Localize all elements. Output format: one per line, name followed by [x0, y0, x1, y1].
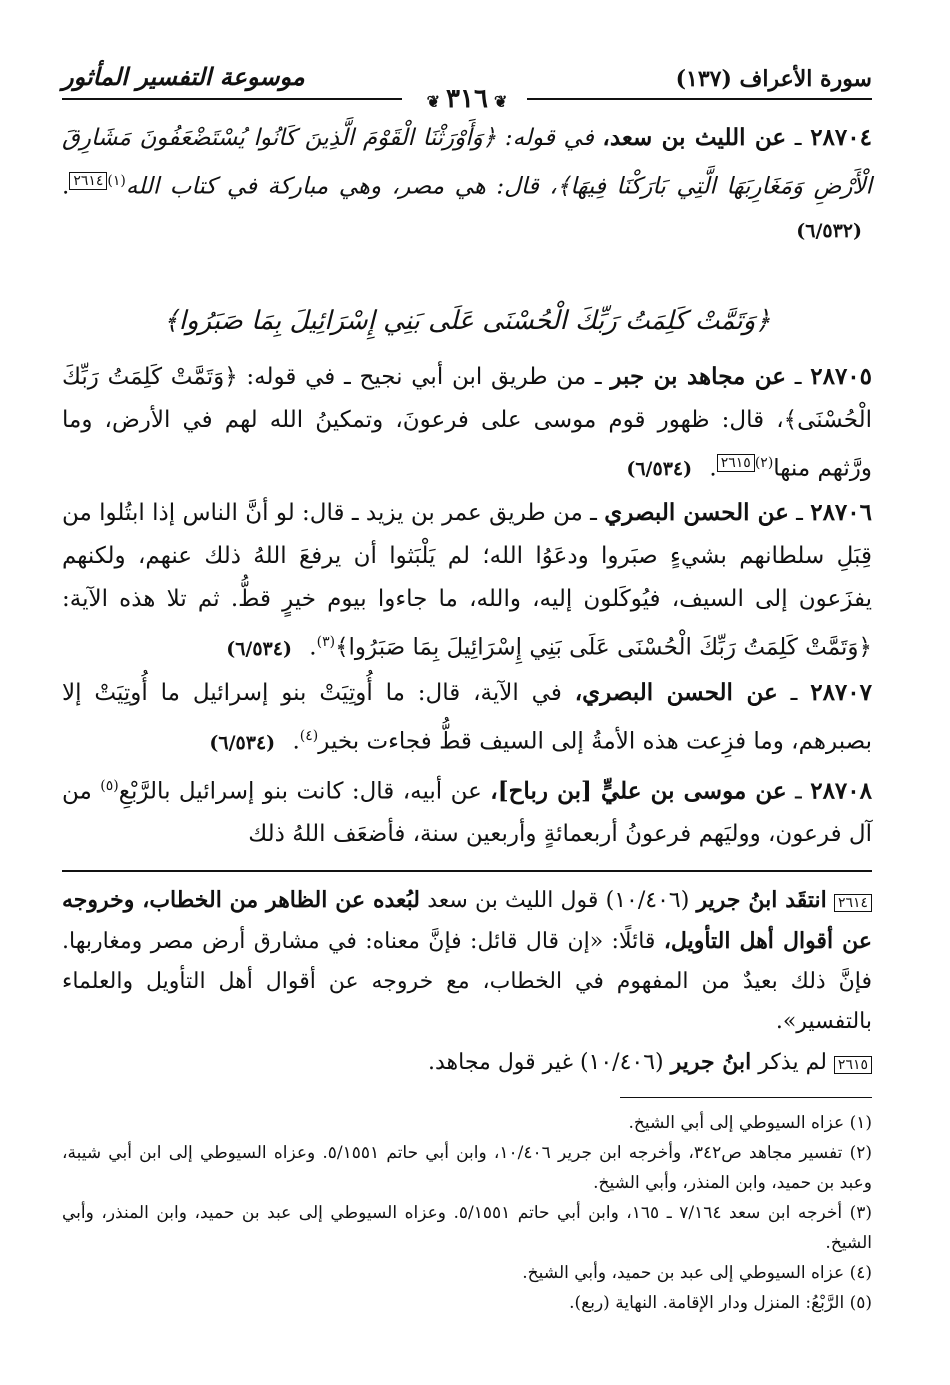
footnotes-separator: [620, 1097, 872, 1099]
note-ref-box: ٢٦١٤: [69, 172, 107, 190]
footnote-ref: (١): [107, 173, 126, 189]
narration-entry: ٢٨٧٠٨ ـ عن موسى بن عليٍّ [بن رباح]، عن أبيه، قال: كانت بنو إسرائيل بالرَّبْعِ$^{(٥)}$ من آل فرعون، ووليَهم فرعونُ أربعمائةٍ وأربعين سنة، فأضعَف اللهُ ذلك: [62, 777, 872, 848]
entry-tail: .: [292, 728, 300, 755]
entry-tail: .: [709, 455, 717, 482]
narration-entry: ٢٨٧٠٤ ـ عن الليث بن سعد، في قوله: ﴿وَأَوْرَثْنَا الْقَوْمَ الَّذِينَ كَانُوا يُسْتَضْعَفُونَ مَشَارِقَ الْأَرْضِ وَمَغَارِبَهَا الَّتِي بَارَكْنَا فِيهَا﴾، قال: هي مصر، وهي مباركة في كتاب الله$^{(١)٢٦١٤}$. (٦/٥٣٢): [62, 124, 872, 242]
footnote-ref: (٥): [100, 777, 119, 794]
narrator-name: عن موسى بن عليٍّ [بن رباح]،: [490, 777, 787, 805]
note-rest: قائلًا: «إن قال قائل: فإنَّ معناه: في مشارق أرض مصر ومغاربها. فإنَّ ذلك بعيدٌ من المفهوم في الخطاب، مع خروجه عن أقوال أهل التأويل والعلماء بالتفسير».: [62, 928, 872, 1034]
footnote-ref: (٤): [299, 727, 319, 744]
note-lead: لم يذكر: [758, 1049, 827, 1075]
entry-text: في الآية، قال: ما أُوتِيَتْ بنو إسرائيل ما أُوتِيَتْ إلا بصبرهم، وما فزِعت هذه الأمةُ إلى السيف قطُّ فجاءت بخير: [62, 679, 872, 755]
note-lead: انتقَد ابنُ جرير: [696, 886, 827, 913]
note-number-box: ٢٦١٥: [834, 1056, 872, 1074]
footnote-ref: (٣): [316, 634, 336, 651]
surah-title: سورة الأعراف (١٣٧): [675, 66, 872, 92]
page-number: [62, 84, 872, 114]
document-page: [62, 60, 872, 1318]
note-bold: لبُعده عن الظاهر من الخطاب، وخروجه عن أقوال أهل التأويل،: [62, 886, 872, 954]
entry-text: في قوله: ﴿وَأَوْرَثْنَا الْقَوْمَ الَّذِينَ كَانُوا يُسْتَضْعَفُونَ مَشَارِقَ الْأَرْضِ وَمَغَارِبَهَا الَّتِي بَارَكْنَا فِيهَا﴾، قال: هي مصر، وهي مباركة في كتاب الله: [62, 125, 872, 200]
source-ref: (٦/٥٣٢): [796, 219, 862, 242]
footnote: (٥) الرَّبْعُ: المنزل ودار الإقامة. النهاية (ربع).: [569, 1293, 872, 1314]
page-header: [62, 60, 872, 116]
note-mid: ابنُ جرير: [670, 1048, 752, 1075]
entry-number: ٢٨٧٠٥: [810, 362, 873, 390]
footnote: (٣) أخرجه ابن سعد ٧/١٦٤ ـ ١٦٥، وابن أبي حاتم ٥/١٥٥١. وعزاه السيوطي إلى عبد بن حميد، وابن المنذر، وأبي الشيخ.: [62, 1203, 872, 1254]
footnote: (٤) عزاه السيوطي إلى عبد بن حميد، وأبي الشيخ.: [522, 1263, 872, 1284]
footnote-ref: (٢): [754, 454, 774, 471]
ornament-icon: ❦: [426, 92, 441, 111]
ornament-icon: ❦: [493, 92, 508, 111]
narrator-name: عن مجاهد بن جبر: [610, 362, 787, 390]
notes-separator: [62, 870, 872, 872]
ayah-heading: ﴿وَتَمَّتْ كَلِمَتُ رَبِّكَ الْحُسْنَى عَلَى بَنِي إِسْرَائِيلَ بِمَا صَبَرُوا﴾: [163, 305, 771, 336]
entry-text: ـ من طريق ابن أبي نجيح ـ في قوله: ﴿وَتَمَّتْ كَلِمَتُ رَبِّكَ الْحُسْنَى﴾، قال: ظهور قوم موسى على فرعونَ، وتمكينُ الله لهم في الأرض، وما ورَّثهم منها: [62, 363, 872, 482]
footnote: (١) عزاه السيوطي إلى أبي الشيخ.: [628, 1113, 872, 1134]
entry-number: ٢٨٧٠٧: [810, 678, 872, 706]
narration-entry: ٢٨٧٠٥ ـ عن مجاهد بن جبر ـ من طريق ابن أبي نجيح ـ في قوله: ﴿وَتَمَّتْ كَلِمَتُ رَبِّكَ الْحُسْنَى﴾، قال: ظهور قوم موسى على فرعونَ، وتمكينُ الله لهم في الأرض، وما ورَّثهم منها$^{(٢)٢٦١٥}$. (٦/٥٣٤): [62, 362, 873, 482]
narrator-name: عن الحسن البصري: [604, 499, 789, 527]
entry-tail: .: [62, 173, 70, 200]
entry-number: ٢٨٧٠٤: [810, 124, 872, 151]
note-rest: (١٠/٤٠٦) غير قول مجاهد.: [428, 1049, 664, 1075]
narrator-name: عن الحسن البصري،: [574, 678, 778, 706]
narration-entry: ٢٨٧٠٦ ـ عن الحسن البصري ـ من طريق عمر بن يزيد ـ قال: لو أنَّ الناس إذا ابتُلوا من قِبَلِ سلطانهم بشيءٍ صبَروا ودعَوُا الله؛ لم يَلْبَثوا أن يرفعَ اللهُ ذلك عنهم، ولكنهم يفزَعون إلى السيف، فيُوكَلون إليه، والله، ما جاءوا بيوم خيرٍ قطُّ. ثم تلا هذه الآية: ﴿وَتَمَّتْ كَلِمَتُ رَبِّكَ الْحُسْنَى عَلَى بَنِي إِسْرَائِيلَ بِمَا صَبَرُوا﴾$^{(٣)}$. (٦/٥٣٤): [62, 499, 872, 661]
footnote: (٢) تفسير مجاهد ص٣٤٢، وأخرجه ابن جرير ١٠/٤٠٦، وابن أبي حاتم ٥/١٥٥١. وعزاه السيوطي إلى ابن أبي شيبة، وعبد بن حميد، وابن المنذر، وأبي الشيخ.: [62, 1143, 872, 1194]
narration-entry: ٢٨٧٠٧ ـ عن الحسن البصري، في الآية، قال: ما أُوتِيَتْ بنو إسرائيل ما أُوتِيَتْ إلا بصبرهم، وما فزِعت هذه الأمةُ إلى السيف قطُّ فجاءت بخير$^{(٤)}$. (٦/٥٣٤): [62, 678, 872, 755]
note-number-box: ٢٦١٤: [834, 894, 872, 912]
book-title: موسوعة التفسير المأثور: [62, 62, 305, 91]
entry-tail: من آل فرعون، ووليَهم فرعونُ أربعمائةٍ وأربعين سنة، فأضعَف اللهُ ذلك: [62, 778, 872, 848]
note-ref-box: ٢٦١٥: [717, 454, 755, 472]
entry-number: ٢٨٧٠٨: [810, 777, 872, 805]
source-ref: (٦/٥٣٤): [626, 458, 693, 481]
note-mid: (١٠/٤٠٦) قول الليث بن سعد: [427, 887, 690, 913]
entry-text: عن أبيه، قال: كانت بنو إسرائيل بالرَّبْعِ: [118, 778, 482, 805]
page-number-text: ٣١٦: [446, 84, 488, 114]
narrator-name: عن الليث بن سعد،: [602, 124, 787, 151]
source-ref: (٦/٥٣٤): [209, 731, 276, 754]
entry-text: ـ من طريق عمر بن يزيد ـ قال: لو أنَّ الناس إذا ابتُلوا من قِبَلِ سلطانهم بشيءٍ صبَروا ودعَوُا الله؛ لم يَلْبَثوا أن يرفعَ اللهُ ذلك عنهم، ولكنهم يفزَعون إلى السيف، فيُوكَلون إليه، والله، ما جاءوا بيوم خيرٍ قطُّ. ثم تلا هذه الآية: ﴿وَتَمَّتْ كَلِمَتُ رَبِّكَ الْحُسْنَى عَلَى بَنِي إِسْرَائِيلَ بِمَا صَبَرُوا﴾: [62, 500, 872, 661]
tafsir-note: [62, 1042, 872, 1083]
entry-number: ٢٨٧٠٦: [810, 499, 872, 527]
source-ref: (٦/٥٣٤): [226, 637, 292, 660]
entry-tail: .: [309, 634, 317, 661]
tafsir-note: [62, 880, 872, 1042]
